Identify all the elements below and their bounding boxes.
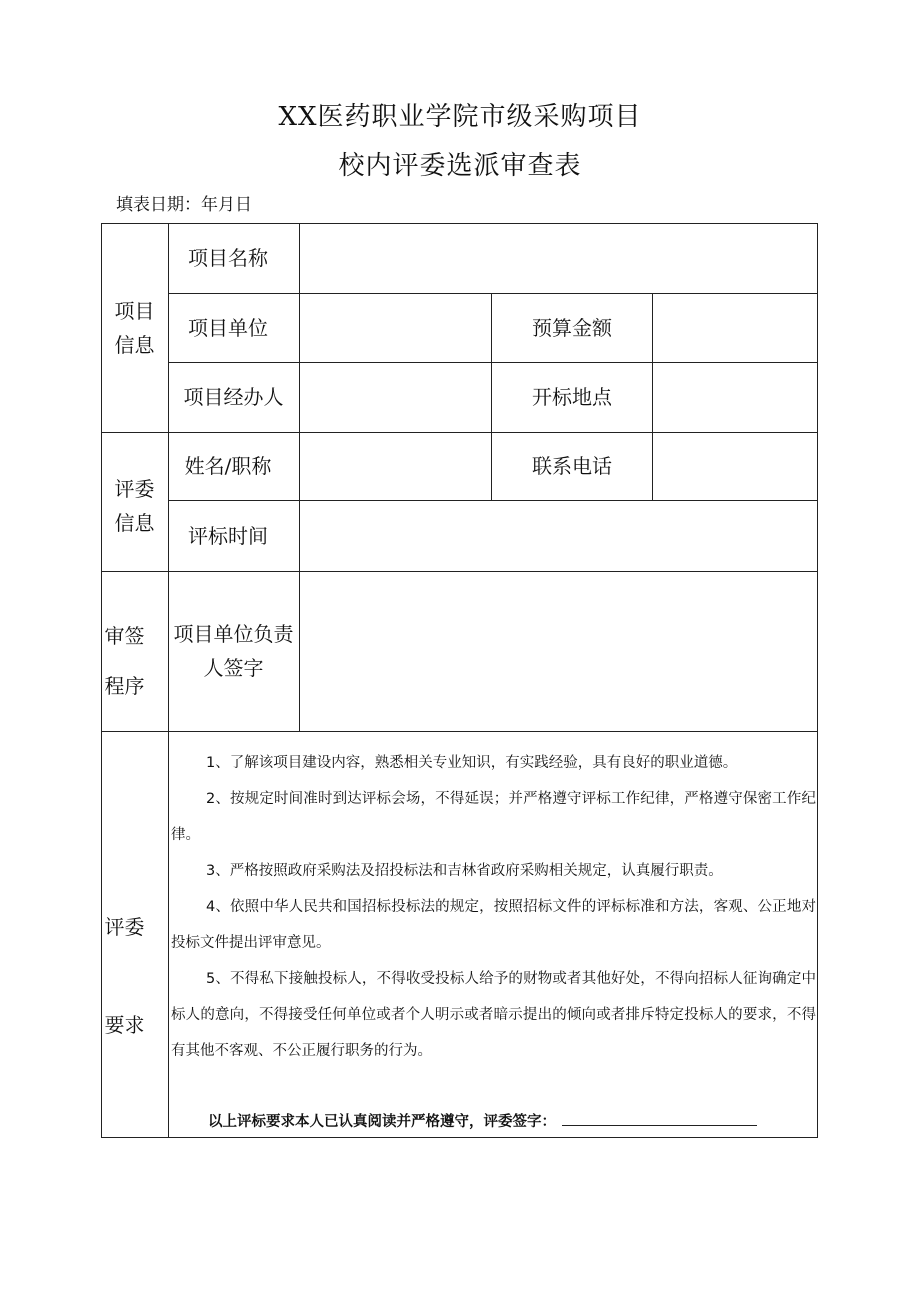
judge-info-section-label: 评委 信息 xyxy=(114,476,155,535)
judge-name-title-field[interactable] xyxy=(300,433,491,500)
evaluation-time-label: 评标时间 xyxy=(188,523,268,548)
budget-amount-label: 预算金额 xyxy=(532,315,612,340)
project-name-label: 项目名称 xyxy=(188,246,268,270)
project-unit-field[interactable] xyxy=(300,294,491,362)
requirement-item: 5、不得私下接触投标人，不得收受投标人给予的财物或者其他好处，不得向招标人征询确定中标人的意向，不得接受任何单位或者个人明示或者暗示提出的倾向或者排斥特定投标人的要求，不得有其他不客观、不公正履行职务的行为。 xyxy=(171,971,816,1059)
requirement-item: 3、严格按照政府采购法及招投标法和吉林省政府采购相关规定，认真履行职责。 xyxy=(206,863,723,879)
page-subtitle: 校内评委选派审查表 xyxy=(338,151,582,181)
requirement-item: 4、依照中华人民共和国招标投标法的规定，按照招标文件的评标标准和方法，客观、公正地对投标文件提出评审意见。 xyxy=(171,899,816,951)
judge-signature-row xyxy=(208,1110,757,1131)
contact-phone-label: 联系电话 xyxy=(532,454,612,478)
project-handler-label: 项目经办人 xyxy=(183,385,284,409)
fill-date-label: 填表日期：年月日 xyxy=(116,195,252,215)
signature-prompt: 以上评标要求本人已认真阅读并严格遵守，评委签字： xyxy=(208,1114,556,1130)
project-unit-label: 项目单位 xyxy=(188,315,268,340)
budget-amount-field[interactable] xyxy=(653,294,817,362)
approval-section-label: 审签 程序 xyxy=(104,624,145,698)
requirement-item: 1、了解该项目建设内容，熟悉相关专业知识，有实践经验，具有良好的职业道德。 xyxy=(206,755,738,771)
judge-signature-line[interactable] xyxy=(562,1111,757,1126)
requirement-item: 2、按规定时间准时到达评标会场，不得延误；并严格遵守评标工作纪律，严格遵守保密工作纪律。 xyxy=(171,791,816,843)
judge-name-title-label: 姓名/职称 xyxy=(184,454,272,478)
requirements-section-label: 评委 要求 xyxy=(104,915,145,1037)
bid-opening-location-label: 开标地点 xyxy=(532,385,612,409)
signer-label: 项目单位负责 人签字 xyxy=(173,622,294,680)
bid-opening-location-field[interactable] xyxy=(653,363,817,432)
project-info-section-label: 项目 信息 xyxy=(114,298,155,357)
page-title: XX医药职业学院市级采购项目 xyxy=(278,102,642,132)
project-handler-field[interactable] xyxy=(300,363,491,432)
signer-signature-field[interactable] xyxy=(300,572,817,731)
evaluation-time-field[interactable] xyxy=(300,501,817,571)
contact-phone-field[interactable] xyxy=(653,433,817,500)
requirements-list xyxy=(171,745,816,1069)
project-name-field[interactable] xyxy=(300,224,817,293)
